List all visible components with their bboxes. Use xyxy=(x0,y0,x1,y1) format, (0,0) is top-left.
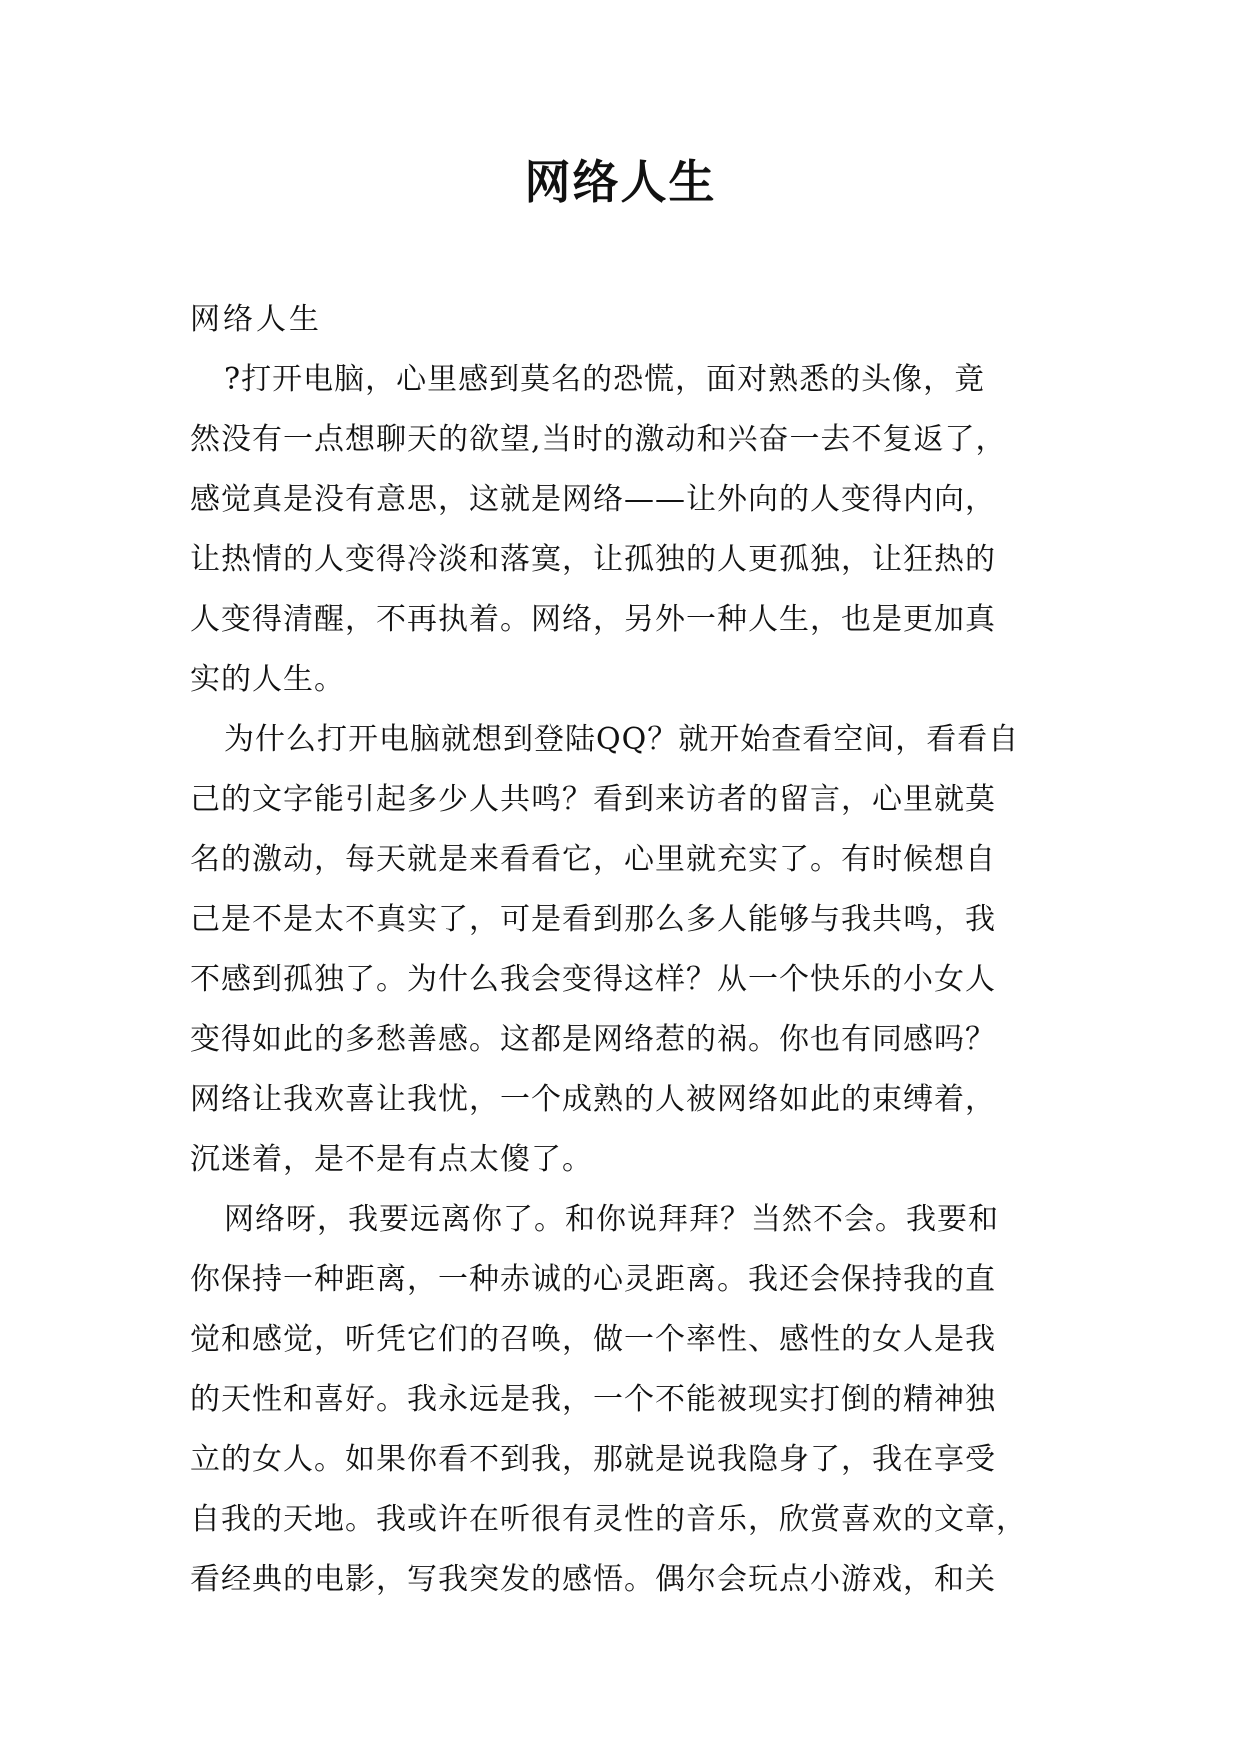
text-line: 沉迷着，是不是有点太傻了。 xyxy=(190,1142,593,1177)
text-line: 为什么打开电脑就想到登陆QQ？就开始查看空间，看看自 xyxy=(224,722,1020,757)
text-line: 名的激动，每天就是来看看它，心里就充实了。有时候想自 xyxy=(190,842,996,877)
text-line: 的天性和喜好。我永远是我，一个不能被现实打倒的精神独 xyxy=(190,1382,996,1417)
text-line: 己的文字能引起多少人共鸣？看到来访者的留言，心里就莫 xyxy=(190,782,996,817)
text-line: 自我的天地。我或许在听很有灵性的音乐，欣赏喜欢的文章， xyxy=(190,1502,1027,1537)
paragraph-2 xyxy=(190,710,1070,1190)
text-line: 网络呀，我要远离你了。和你说拜拜？当然不会。我要和 xyxy=(224,1202,999,1237)
text-line: 不感到孤独了。为什么我会变得这样？从一个快乐的小女人 xyxy=(190,962,996,997)
document-body xyxy=(190,290,1070,1610)
text-line: 己是不是太不真实了，可是看到那么多人能够与我共鸣，我 xyxy=(190,902,996,937)
document-title: 网络人生 xyxy=(524,155,717,209)
text-line: 人变得清醒，不再执着。网络，另外一种人生，也是更加真 xyxy=(190,602,996,637)
text-line: 网络让我欢喜让我忧，一个成熟的人被网络如此的束缚着， xyxy=(190,1082,996,1117)
text-line: 然没有一点想聊天的欲望,当时的激动和兴奋一去不复返了， xyxy=(190,422,1007,457)
text-line: 立的女人。如果你看不到我，那就是说我隐身了，我在享受 xyxy=(190,1442,996,1477)
text-line: 觉和感觉，听凭它们的召唤，做一个率性、感性的女人是我 xyxy=(190,1322,996,1357)
text-line: ?打开电脑，心里感到莫名的恐慌，面对熟悉的头像，竟 xyxy=(224,362,986,397)
paragraph-3 xyxy=(190,1190,1070,1610)
text-line: 你保持一种距离，一种赤诚的心灵距离。我还会保持我的直 xyxy=(190,1262,996,1297)
text-line: 看经典的电影，写我突发的感悟。偶尔会玩点小游戏，和关 xyxy=(190,1562,996,1597)
paragraph-1 xyxy=(190,350,1070,710)
section-heading: 网络人生 xyxy=(190,302,322,337)
text-line: 变得如此的多愁善感。这都是网络惹的祸。你也有同感吗？ xyxy=(190,1022,996,1057)
text-line: 感觉真是没有意思，这就是网络——让外向的人变得内向， xyxy=(190,482,996,517)
text-line: 实的人生。 xyxy=(190,662,345,697)
text-line: 让热情的人变得冷淡和落寞，让孤独的人更孤独，让狂热的 xyxy=(190,542,996,577)
